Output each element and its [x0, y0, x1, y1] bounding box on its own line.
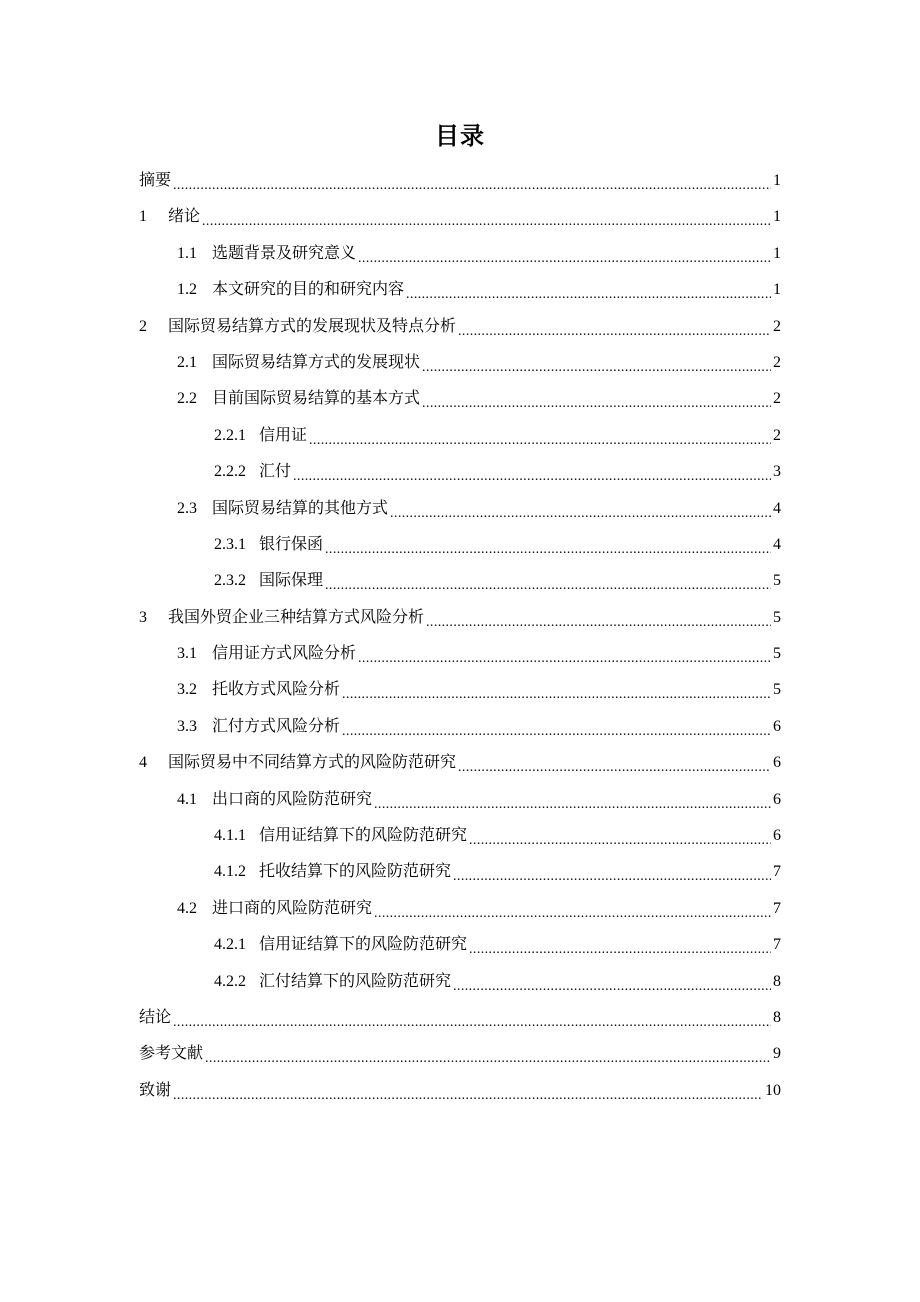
- toc-entry-page-number: 5: [773, 645, 781, 663]
- toc-entry-number: 3.2: [177, 681, 197, 699]
- toc-entry-page-number: 1: [773, 244, 781, 262]
- toc-entry-number: 2.2: [177, 390, 197, 408]
- toc-dot-leader: [325, 540, 771, 560]
- toc-entry-number: 4.2: [177, 899, 197, 917]
- toc-entry-number: 1.2: [177, 281, 197, 299]
- toc-entry[interactable]: [139, 308, 781, 344]
- toc-dot-leader: [406, 285, 771, 305]
- toc-entry-number: 2.2.2: [214, 463, 246, 481]
- toc-entry-number: 3: [139, 608, 147, 626]
- toc-entry-title: 国际贸易结算的其他方式: [212, 497, 389, 517]
- toc-dot-leader: [358, 649, 771, 669]
- toc-entry-page-number: 6: [773, 754, 781, 772]
- toc-dot-leader: [358, 249, 771, 269]
- toc-dot-leader: [469, 831, 771, 851]
- toc-entry-title: 绪论: [168, 206, 201, 226]
- toc-entry[interactable]: [139, 526, 781, 562]
- toc-entry-page-number: 5: [773, 608, 781, 626]
- toc-entry[interactable]: [139, 744, 781, 780]
- toc-entry[interactable]: [139, 999, 781, 1035]
- toc-dot-leader: [202, 212, 771, 232]
- toc-dot-leader: [293, 467, 771, 487]
- toc-entry-page-number: 9: [773, 1045, 781, 1063]
- toc-entry-page-number: 6: [773, 717, 781, 735]
- toc-entry-title: 汇付方式风险分析: [212, 715, 341, 735]
- toc-entry-page-number: 7: [773, 899, 781, 917]
- toc-dot-leader: [173, 1086, 763, 1106]
- toc-entry-title: 参考文献: [139, 1043, 204, 1063]
- toc-dot-leader: [453, 867, 771, 887]
- toc-entry-title: 选题背景及研究意义: [212, 242, 357, 262]
- toc-entry-title: 国际保理: [259, 570, 324, 590]
- toc-entry-title: 国际贸易中不同结算方式的风险防范研究: [168, 752, 457, 772]
- toc-entry-title: 托收方式风险分析: [212, 679, 341, 699]
- toc-entry-page-number: 5: [773, 681, 781, 699]
- toc-entry-number: 4: [139, 754, 147, 772]
- toc-entry-page-number: 3: [773, 463, 781, 481]
- toc-entry-title: 本文研究的目的和研究内容: [212, 279, 405, 299]
- toc-entry-title: 国际贸易结算方式的发展现状及特点分析: [168, 315, 457, 335]
- toc-entry-number: 2.2.1: [214, 426, 246, 444]
- toc-entry-number: 2.1: [177, 353, 197, 371]
- toc-dot-leader: [173, 1013, 771, 1033]
- toc-entry-title: 汇付: [259, 461, 292, 481]
- toc-entry-title: 银行保函: [259, 533, 324, 553]
- toc-entry-title: 托收结算下的风险防范研究: [259, 861, 452, 881]
- toc-entry-page-number: 6: [773, 790, 781, 808]
- toc-entry-page-number: 7: [773, 863, 781, 881]
- toc-entry[interactable]: [139, 599, 781, 635]
- toc-entry-number: 2: [139, 317, 147, 335]
- toc-entry[interactable]: [139, 963, 781, 999]
- toc-dot-leader: [325, 576, 771, 596]
- toc-entry-title: 摘要: [139, 170, 172, 189]
- toc-list: [139, 162, 781, 1108]
- toc-entry-page-number: 4: [773, 499, 781, 517]
- toc-entry-number: 1: [139, 208, 147, 226]
- toc-entry[interactable]: [139, 380, 781, 416]
- toc-entry-title: 我国外贸企业三种结算方式风险分析: [168, 606, 425, 626]
- toc-dot-leader: [453, 977, 771, 997]
- toc-entry-page-number: 1: [773, 281, 781, 299]
- toc-entry-number: 2.3.2: [214, 572, 246, 590]
- toc-dot-leader: [173, 176, 771, 196]
- toc-entry[interactable]: [139, 162, 781, 198]
- toc-entry-number: 3.3: [177, 717, 197, 735]
- toc-entry-page-number: 10: [765, 1081, 781, 1099]
- toc-dot-leader: [458, 758, 771, 778]
- toc-entry-page-number: 6: [773, 827, 781, 845]
- toc-entry-title: 致谢: [139, 1079, 172, 1099]
- toc-entry-number: 2.3.1: [214, 535, 246, 553]
- toc-dot-leader: [342, 685, 771, 705]
- toc-entry-number: 3.1: [177, 645, 197, 663]
- toc-entry[interactable]: [139, 1035, 781, 1071]
- toc-entry[interactable]: [139, 198, 781, 234]
- toc-entry-page-number: 8: [773, 972, 781, 990]
- toc-entry-page-number: 2: [773, 426, 781, 444]
- toc-entry-page-number: 5: [773, 572, 781, 590]
- toc-entry-page-number: 8: [773, 1008, 781, 1026]
- toc-entry[interactable]: [139, 562, 781, 598]
- toc-entry-title: 出口商的风险防范研究: [212, 788, 373, 808]
- toc-entry[interactable]: [139, 817, 781, 853]
- toc-title: 目录: [435, 121, 485, 150]
- toc-entry-number: 4.1.2: [214, 863, 246, 881]
- toc-entry[interactable]: [139, 671, 781, 707]
- toc-dot-leader: [422, 394, 771, 414]
- toc-entry[interactable]: [139, 453, 781, 489]
- toc-entry[interactable]: [139, 344, 781, 380]
- toc-entry[interactable]: [139, 890, 781, 926]
- toc-dot-leader: [426, 613, 771, 633]
- toc-dot-leader: [205, 1049, 771, 1069]
- toc-dot-leader: [422, 358, 771, 378]
- toc-entry-page-number: 2: [773, 390, 781, 408]
- toc-dot-leader: [309, 431, 771, 451]
- toc-entry-title: 信用证结算下的风险防范研究: [259, 934, 468, 954]
- toc-entry-title: 汇付结算下的风险防范研究: [259, 970, 452, 990]
- toc-entry-title: 信用证: [259, 424, 308, 444]
- toc-entry-page-number: 2: [773, 353, 781, 371]
- toc-entry-title: 结论: [139, 1006, 172, 1026]
- toc-dot-leader: [374, 795, 771, 815]
- toc-entry-page-number: 1: [773, 208, 781, 226]
- toc-entry[interactable]: [139, 490, 781, 526]
- toc-entry-title: 信用证方式风险分析: [212, 643, 357, 663]
- toc-entry-title: 进口商的风险防范研究: [212, 897, 373, 917]
- toc-entry-number: 4.1: [177, 790, 197, 808]
- toc-entry-number: 4.2.1: [214, 936, 246, 954]
- toc-entry-page-number: 2: [773, 317, 781, 335]
- toc-entry-number: 1.1: [177, 244, 197, 262]
- toc-entry[interactable]: [139, 853, 781, 889]
- toc-entry-title: 信用证结算下的风险防范研究: [259, 825, 468, 845]
- toc-entry[interactable]: [139, 781, 781, 817]
- toc-entry[interactable]: [139, 417, 781, 453]
- toc-entry[interactable]: [139, 926, 781, 962]
- toc-entry-page-number: 1: [773, 172, 781, 189]
- toc-entry-page-number: 7: [773, 936, 781, 954]
- toc-entry[interactable]: [139, 271, 781, 307]
- toc-entry[interactable]: [139, 708, 781, 744]
- toc-dot-leader: [469, 940, 771, 960]
- toc-entry[interactable]: [139, 635, 781, 671]
- toc-entry[interactable]: [139, 1072, 781, 1108]
- toc-entry-title: 国际贸易结算方式的发展现状: [212, 351, 421, 371]
- toc-dot-leader: [390, 504, 771, 524]
- toc-entry[interactable]: [139, 235, 781, 271]
- toc-dot-leader: [374, 904, 771, 924]
- toc-dot-leader: [458, 322, 771, 342]
- toc-dot-leader: [342, 722, 771, 742]
- toc-entry-title: 目前国际贸易结算的基本方式: [212, 388, 421, 408]
- toc-entry-page-number: 4: [773, 535, 781, 553]
- toc-entry-number: 4.2.2: [214, 972, 246, 990]
- toc-entry-number: 4.1.1: [214, 827, 246, 845]
- toc-entry-number: 2.3: [177, 499, 197, 517]
